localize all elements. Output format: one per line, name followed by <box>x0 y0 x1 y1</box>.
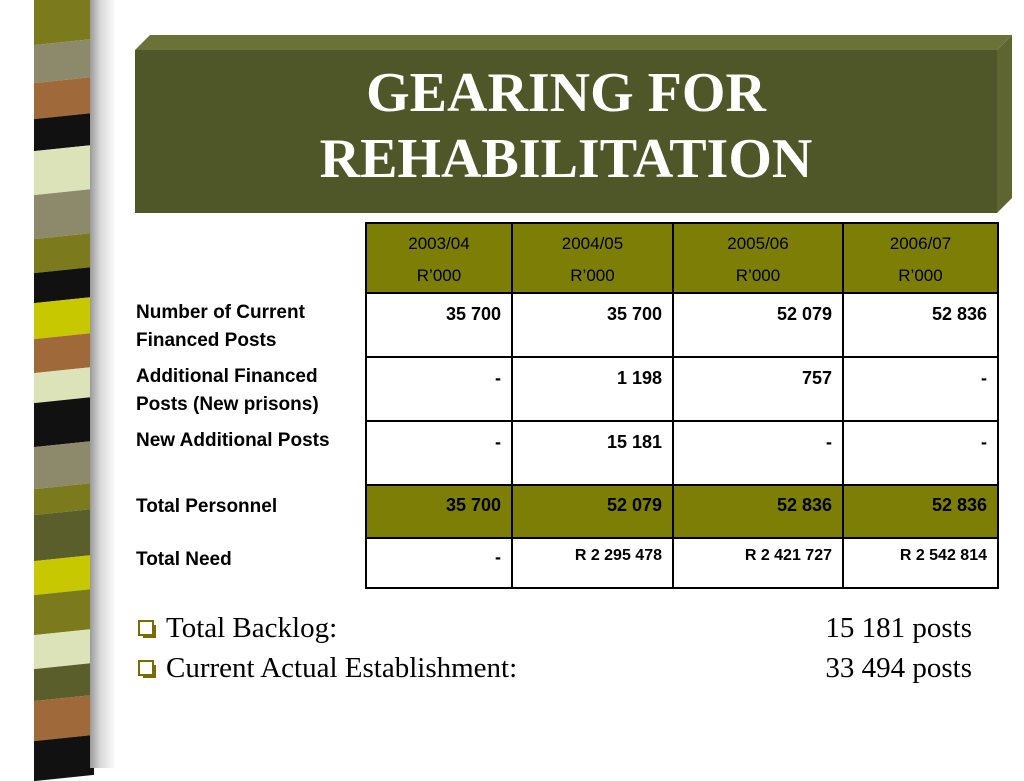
table-cell: 52 836 <box>843 293 998 357</box>
column-header <box>843 223 998 293</box>
table-cell: 52 079 <box>512 485 673 538</box>
table-cell: - <box>366 421 512 485</box>
row-label: Total Personnel <box>136 496 278 517</box>
table-corner <box>130 223 366 293</box>
table-cell: R 2 421 727 <box>673 538 843 588</box>
table-cell: 52 836 <box>843 485 998 538</box>
column-unit: R’000 <box>416 266 462 285</box>
title-banner-bevel-side <box>997 35 1012 213</box>
column-unit: R’000 <box>898 266 943 285</box>
bullet-total-backlog <box>138 612 978 648</box>
table-cell: 52 836 <box>673 485 843 538</box>
title-banner-bevel-top <box>135 35 1012 50</box>
column-unit: R’000 <box>570 266 615 285</box>
column-year: 2004/05 <box>561 234 624 253</box>
column-header <box>512 223 673 293</box>
bullet-current-establishment <box>138 652 978 688</box>
column-year: 2005/06 <box>727 234 789 253</box>
table-cell: 52 079 <box>673 293 843 357</box>
decorative-stripe-strip <box>0 0 116 768</box>
table-cell: 35 700 <box>512 293 673 357</box>
table-row-total <box>130 485 998 538</box>
column-year: 2006/07 <box>889 234 952 253</box>
table-row <box>130 357 998 421</box>
table-cell: - <box>843 421 998 485</box>
table-cell: R 2 542 814 <box>843 538 998 588</box>
row-label: Number of Current Financed Posts <box>136 302 305 351</box>
table-cell: - <box>843 357 998 421</box>
bullet-label: Current Actual Establishment: <box>166 652 518 684</box>
table-cell: R 2 295 478 <box>512 538 673 588</box>
column-unit: R’000 <box>735 266 781 285</box>
row-label: Additional Financed Posts (New prisons) <box>136 366 319 415</box>
table-header-row <box>130 223 998 293</box>
table-cell: 15 181 <box>512 421 673 485</box>
table-cell: 35 700 <box>366 293 512 357</box>
page-title: GEARING FOR REHABILITATION <box>319 62 813 190</box>
checkbox-bullet-icon <box>138 660 154 676</box>
table-row <box>130 293 998 357</box>
table-cell: 757 <box>673 357 843 421</box>
table-cell: - <box>366 357 512 421</box>
table-cell: 35 700 <box>366 485 512 538</box>
bullet-label: Total Backlog: <box>166 612 338 644</box>
row-label: Total Need <box>136 549 232 570</box>
personnel-table <box>130 222 999 589</box>
table-cell: - <box>366 538 512 588</box>
bullet-value: 33 494 posts <box>825 652 972 684</box>
column-year: 2003/04 <box>408 234 470 253</box>
table-row-need <box>130 538 998 588</box>
table-cell: - <box>673 421 843 485</box>
table-cell: 1 198 <box>512 357 673 421</box>
column-header <box>673 223 843 293</box>
bullet-value: 15 181 posts <box>825 612 972 644</box>
column-header <box>366 223 512 293</box>
checkbox-bullet-icon <box>138 620 154 636</box>
table-row <box>130 421 998 485</box>
row-label: New Additional Posts <box>136 430 330 451</box>
